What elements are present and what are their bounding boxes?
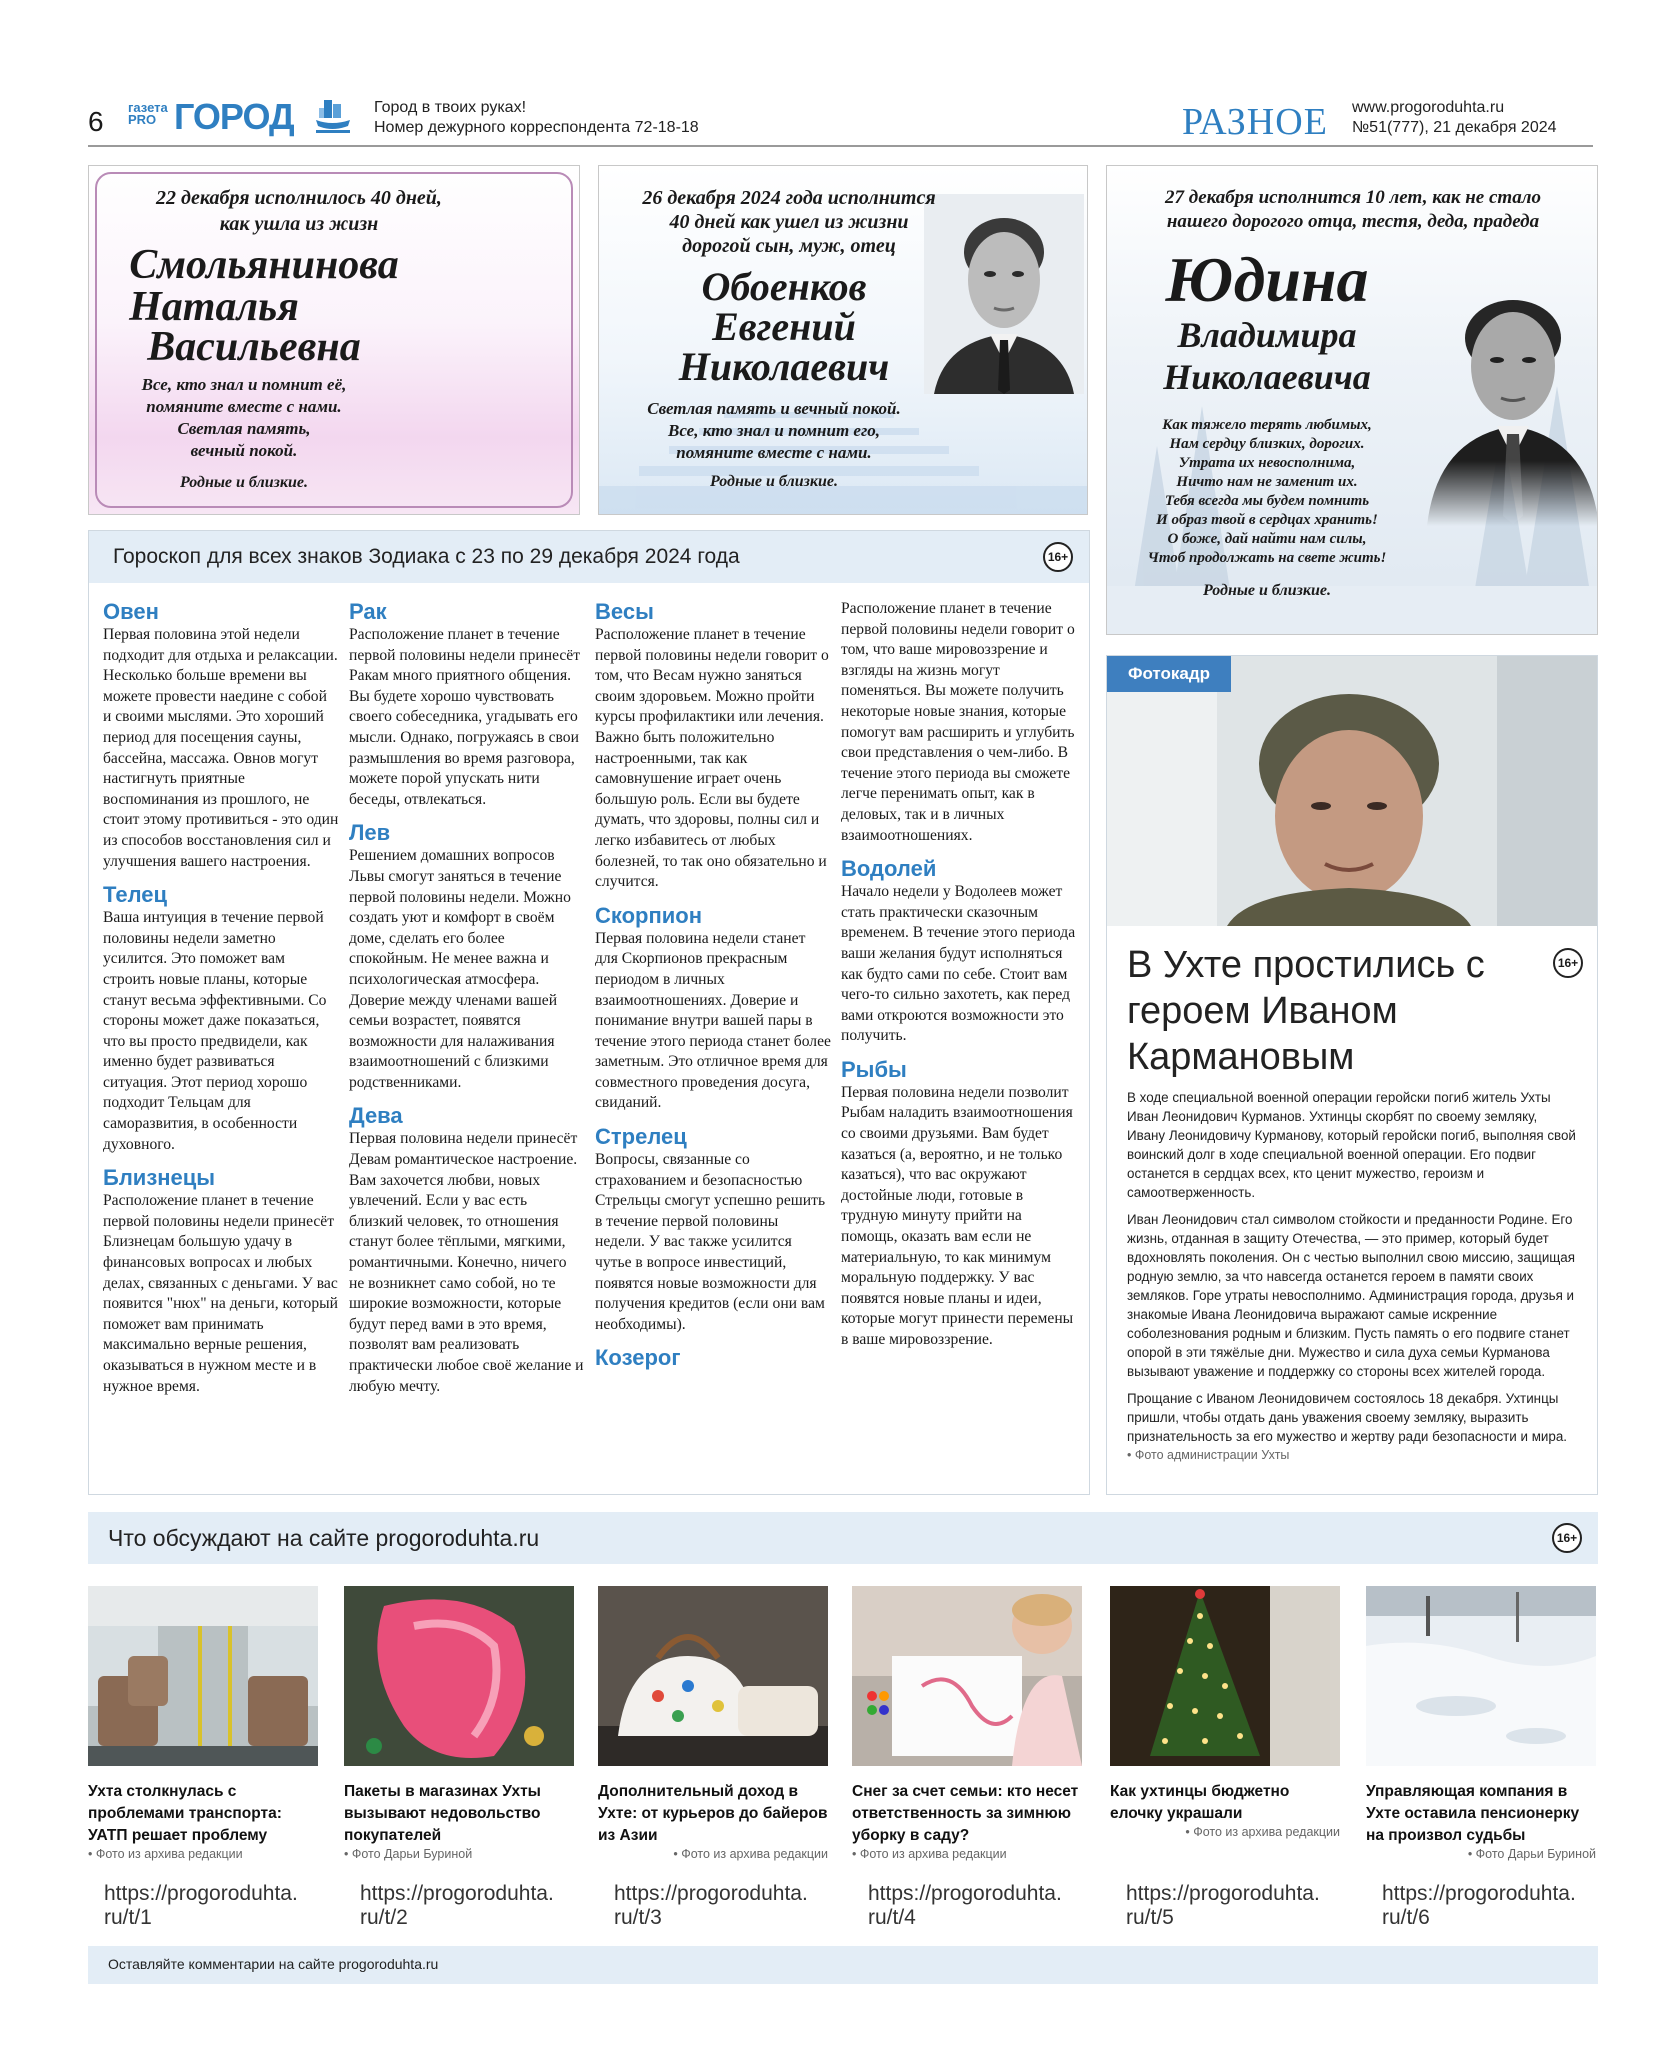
news-link-line[interactable]: https://progoroduhta. — [1382, 1882, 1576, 1905]
age-rating-badge: 16+ — [1553, 948, 1583, 978]
photo-credit: • Фото Дарьи Буриной — [344, 1847, 473, 1861]
photo-credit: • Фото администрации Ухты — [1127, 1448, 1290, 1462]
child-painting-photo — [852, 1586, 1082, 1766]
news-link[interactable] — [614, 1882, 808, 1930]
news-link-line[interactable]: https://progoroduhta. — [360, 1882, 554, 1905]
obit-surname: Обоенков — [701, 264, 867, 309]
news-item[interactable] — [344, 1586, 574, 1929]
sign-aries-text: Первая половина этой недели подходит для отдыха и релаксации. Несколько больше времени вы можете провести наедине с собой и своими мыслями. Это хороший период для посещения сауны, бассейна, массажа. Овнов могут настигнуть приятные воспоминания из прошлого, не стоит этому противиться - это один из способов восстановления сил и улучшения вашего настроения. — [103, 626, 339, 870]
sign-gemini-text: Расположение планет в течение первой половины недели принесёт Близнецам большую удачу в финансовых вопросах и любых делах, связанных с деньгами. У вас появится "нюх" на деньги, который поможет вам принимать максимально верные решения, оказываться в нужном месте и в нужное время. — [103, 1192, 338, 1395]
sign-scorpio: Скорпион — [595, 902, 703, 928]
news-item[interactable] — [1366, 1586, 1596, 1929]
sign-capricorn: Козерог — [595, 1345, 681, 1371]
news-headline[interactable]: Ухта столкнулась с проблемами транспорта: УАТП решает проблему — [88, 1783, 282, 1844]
soldier-portrait-photo — [1107, 656, 1597, 926]
poem-line: Как тяжело терять любимых, — [1162, 417, 1372, 433]
duty-phone: Номер дежурного корреспондента 72-18-18 — [374, 119, 699, 136]
header-slogan — [374, 98, 699, 138]
obit-date-line: как ушла из жизн — [219, 213, 379, 235]
news-link-line[interactable]: ru/t/3 — [614, 1906, 662, 1929]
sign-sagittarius: Стрелец — [595, 1124, 687, 1150]
news-item[interactable] — [598, 1586, 828, 1929]
issue-info — [1352, 98, 1557, 138]
news-headline[interactable]: Снег за счет семьи: кто несет ответственность за зимнюю уборку в саду? — [852, 1783, 1079, 1844]
news-link-line[interactable]: ru/t/2 — [360, 1906, 408, 1929]
obit-message: Все, кто знал и помнит его, — [668, 421, 880, 440]
obit-patronymic: Николаевич — [678, 344, 890, 389]
photo-credit: • Фото из архива редакции — [88, 1847, 243, 1861]
news-link-line[interactable]: https://progoroduhta. — [614, 1882, 808, 1905]
news-link[interactable] — [1382, 1882, 1576, 1930]
christmas-tree-photo — [1110, 1586, 1340, 1766]
sign-aquarius: Водолей — [841, 856, 937, 882]
photo-article — [1106, 655, 1598, 1495]
slogan-line: Город в твоих руках! — [374, 99, 527, 116]
news-link[interactable] — [868, 1882, 1062, 1930]
news-link[interactable] — [360, 1882, 554, 1930]
news-link[interactable] — [1126, 1882, 1320, 1930]
sign-taurus: Телец — [103, 882, 168, 908]
comments-footer — [88, 1946, 1598, 1984]
sign-pisces-text: Первая половина недели позволит Рыбам наладить взаимоотношения со своими друзьями. Вам будет казаться (а, вероятно, и не только казаться), что вас окружают достойные люди, готовые в трудную минуту прийти на помощь, оказать вам если не материальную, то как минимум моральную поддержку. У вас появятся новые планы и идеи, которые могут принести перемены в ваше мировоззрение. — [841, 1083, 1074, 1348]
portrait-man-elder — [1427, 266, 1598, 526]
news-link-line[interactable]: https://progoroduhta. — [104, 1882, 298, 1905]
obit-date-line: 27 декабря исполнится 10 лет, как не стало — [1165, 187, 1541, 208]
header-divider — [88, 145, 1593, 147]
news-link-line[interactable]: ru/t/1 — [104, 1906, 152, 1929]
website-link[interactable]: www.progoroduhta.ru — [1352, 99, 1505, 116]
obit-message: помяните вместе с нами. — [676, 443, 872, 462]
sign-capricorn-text: Расположение планет в течение первой половины недели говорит о том, что ваше мировоззрение и взгляды на жизнь могут поменяться. Вы можете получить некоторые новые знания, которые помогут вам расширить и углубить свои представления о чем-либо. В течение этого периода вы сможете легче перенимать опыт, как в деловых, так и в личных взаимоотношениях. — [841, 600, 1075, 844]
news-link-line[interactable]: ru/t/6 — [1382, 1906, 1430, 1929]
poem-line: О боже, дай найти нам силы, — [1167, 531, 1367, 547]
obit-patronymic: Васильевна — [147, 324, 361, 370]
obit-date-line: нашего дорогого отца, тестя, деда, прадеда — [1166, 211, 1540, 232]
sign-scorpio-text: Первая половина недели станет для Скорпионов прекрасным периодом в личных взаимоотношениях. Доверие и понимание внутри вашей пары в течение этого периода станет более заметным. Это отличное время для совместного проведения досуга, свиданий. — [595, 929, 831, 1112]
obituary-oboenkov — [598, 165, 1088, 515]
site-discussion-title: Что обсуждают на сайте progoroduhta.ru — [108, 1525, 540, 1551]
news-link-line[interactable]: ru/t/4 — [868, 1906, 916, 1929]
obit-first-name: Наталья — [129, 284, 299, 330]
sign-virgo-text: Первая половина недели принесёт Девам романтическое настроение. Вам захочется любви, новых увлечений. Если у вас есть близкий человек, то отношения станут более тёплыми, мягкими, романтичными. Конечно, ничего не возникнет само собой, но те широкие возможности, которые будут перед вами в это время, позволят вам реализовать практически любое своё желание и любую мечту. — [349, 1130, 584, 1395]
horoscope-column — [349, 589, 585, 1397]
obituary-yudin — [1106, 165, 1598, 635]
poem-line: И образ твой в сердцах хранить! — [1156, 512, 1378, 528]
sign-leo-text: Решением домашних вопросов Львы смогут заняться в течение первой половины недели. Можно создать уют и комфорт в своём доме, сделать его более спокойным. Не менее важна и психологическая атмосфера. Доверие между членами вашей семьи возрастет, появятся возможности для налаживания взаимоотношений с близкими родственниками. — [349, 847, 571, 1091]
poem-line: Утрата их невосполнима, — [1178, 455, 1356, 471]
site-discussion-header — [88, 1512, 1598, 1564]
photo-credit: • Фото из архива редакции — [852, 1847, 1007, 1861]
plastic-bag-photo — [344, 1586, 574, 1766]
news-item[interactable] — [852, 1586, 1082, 1929]
age-rating-badge: 16+ — [1552, 1523, 1582, 1553]
obituary-smolyaninova — [88, 165, 580, 515]
obit-date-line: 40 дней как ушел из жизни — [669, 211, 909, 233]
logo-big: ГОРОД — [174, 96, 294, 137]
news-link[interactable] — [104, 1882, 298, 1930]
obit-date-line: 26 декабря 2024 года исполнится — [642, 187, 936, 209]
photo-credit: • Фото из архива редакции — [1185, 1825, 1340, 1839]
obit-date-line: дорогой сын, муж, отец — [682, 235, 896, 257]
obit-poem — [1117, 416, 1417, 568]
article-paragraph: В ходе специальной военной операции геройски погиб житель Ухты Иван Леонидович Курманов. Ухтинцы скорбят по своему земляку, Ивану Леонидовичу Курманову, который геройски погиб, выполняя свой воинский долг в ходе специальной военной операции. Его подвиг останется в сердцах всех, кто ценит мужество, героизм и самоотверженность. — [1127, 1090, 1576, 1200]
poem-line: Тебя всегда мы будем помнить — [1164, 493, 1370, 509]
news-link-line[interactable]: https://progoroduhta. — [1126, 1882, 1320, 1905]
obit-message: Все, кто знал и помнит её, — [141, 375, 347, 394]
photo-credit: • Фото из архива редакции — [673, 1847, 828, 1861]
page-number: 6 — [88, 106, 104, 137]
article-paragraph: Прощание с Иваном Леонидовичем состоялось 18 декабря. Ухтинцы пришли, чтобы отдать дань уважения своему земляку, выразить признательность за его мужество и жертву ради безопасности и мира. — [1127, 1391, 1567, 1444]
article-title: В Ухте простились с героем Иваном Кармановым — [1127, 944, 1485, 1078]
newspaper-logo — [128, 96, 298, 144]
horoscope-column — [841, 589, 1077, 1351]
horoscope-title: Гороскоп для всех знаков Зодиака с 23 по 29 декабря 2024 года — [113, 545, 740, 568]
sign-leo: Лев — [349, 820, 391, 846]
sign-sagittarius-text: Вопросы, связанные со страхованием и безопасностью Стрельцы смогут успешно решить в течение первой половины недели. У вас также усилится чутье в вопросе инвестиций, появятся новые возможности для получения кредитов (если они вам необходимы). — [595, 1151, 826, 1333]
news-headline[interactable]: Дополнительный доход в Ухте: от курьеров до байеров из Азии — [598, 1783, 828, 1844]
photo-credit: • Фото Дарьи Буриной — [1467, 1847, 1596, 1861]
snowy-yard-photo — [1366, 1586, 1596, 1766]
poem-line: Ничто нам не заменит их. — [1176, 474, 1358, 490]
sign-aries: Овен — [103, 599, 159, 624]
obit-first-name: Евгений — [712, 304, 856, 349]
poem-line: Чтоб продолжать на свете жить! — [1147, 550, 1387, 566]
sign-virgo: Дева — [349, 1103, 403, 1129]
sign-gemini: Близнецы — [103, 1165, 216, 1191]
obit-surname: Юдина — [1165, 244, 1369, 315]
obit-message: Светлая память и вечный покой. — [647, 399, 901, 418]
portrait-woman — [369, 261, 569, 511]
news-headline[interactable]: Пакеты в магазинах Ухты вызывают недовольство покупателей — [344, 1783, 541, 1844]
article-paragraph: Иван Леонидович стал символом стойкости и преданности Родине. Его жизнь, отданная в защиту Отечества, — это пример, который будет вдохновлять поколения. Он с честью выполнил свою миссию, защищая родную землю, за что навсегда останется героем в памяти своих земляков. Горе утраты невосполнимо. Администрация города, друзья и знакомые Ивана Леонидовича выражают самые искренние соболезнования родным и близким. Пусть память о его подвиге станет опорой в эти тяжёлые дни. Мужество и сила духа семьи Курманова вызывают уважение и поддержку со стороны всех жителей города. — [1127, 1212, 1576, 1379]
sign-libra-text: Расположение планет в течение первой половины недели говорит о том, что Весам нужно заняться своим здоровьем. Можно пройти курсы профилактики или лечения. Важно быть положительно настроенными, так как самовнушение играет очень большую роль. Если вы будете думать, что здоровы, полны сил и легко избавитесь от любых болезней, то так оно обязательно и случится. — [595, 626, 829, 891]
sign-aquarius-text: Начало недели у Водолеев может стать практически сказочным временем. В течение этого периода ваши желания будут исполняться как будто сами по себе. Стоит вам чего-то сильно захотеть, как перед вами откроются возможности это получить. — [841, 883, 1076, 1045]
sign-libra: Весы — [595, 599, 654, 624]
obit-surname: Смольянинова — [129, 242, 399, 288]
obit-signature: Родные и близкие. — [1203, 582, 1331, 599]
horoscope-section — [88, 530, 1090, 1495]
obit-signature: Родные и близкие. — [180, 474, 308, 491]
obit-date-line: 22 декабря исполнилось 40 дней, — [156, 187, 442, 209]
news-link-line[interactable]: ru/t/5 — [1126, 1906, 1174, 1929]
news-item[interactable] — [88, 1586, 318, 1929]
news-headline[interactable]: Управляющая компания в Ухте оставила пенсионерку на произвол судьбы — [1366, 1783, 1580, 1844]
article-body — [1127, 1088, 1579, 1465]
logo-small: газета PRO — [128, 100, 168, 127]
news-headline[interactable]: Как ухтинцы бюджетно елочку украшали — [1110, 1783, 1290, 1822]
sign-cancer: Рак — [349, 599, 387, 624]
horoscope-column — [595, 589, 831, 1371]
comments-invite[interactable]: Оставляйте комментарии на сайте progoroduhta.ru — [108, 1956, 439, 1972]
news-link-line[interactable]: https://progoroduhta. — [868, 1882, 1062, 1905]
sign-pisces: Рыбы — [841, 1056, 907, 1082]
obit-message: вечный покой. — [190, 441, 298, 460]
horoscope-column — [103, 589, 339, 1397]
obit-patronymic: Николаевича — [1163, 357, 1371, 397]
news-item[interactable] — [1110, 1586, 1340, 1929]
horoscope-header — [89, 531, 1089, 583]
section-title: РАЗНОЕ — [1182, 101, 1328, 143]
obit-signature: Родные и близкие. — [710, 473, 838, 490]
sign-cancer-text: Расположение планет в течение первой половины недели принесёт Ракам много приятного общения. Вы будете хорошо чувствовать своего собеседника, угадывать его мысли. Однако, погружаясь в свои размышления во время разговора, можете порой упускать нити беседы, отвлекаться. — [349, 626, 581, 808]
age-rating-badge: 16+ — [1043, 542, 1073, 572]
sign-taurus-text: Ваша интуиция в течение первой половины недели заметно усилится. Это поможет вам строить новые планы, которые станут весьма эффективными. Со стороны может даже показаться, что вы просто предвидели, как именно будет развиваться ситуация. Этот период хорошо подходит Тельцам для саморазвития, в особенности духовного. — [103, 909, 327, 1153]
handbags-photo — [598, 1586, 828, 1766]
issue-number: №51(777), 21 декабря 2024 — [1352, 119, 1557, 136]
poem-line: Нам сердцу близких, дорогих. — [1169, 436, 1365, 452]
city-hand-icon — [312, 96, 354, 138]
photo-category-tag: Фотокадр — [1107, 656, 1231, 692]
bus-interior-photo — [88, 1586, 318, 1766]
obit-message: помяните вместе с нами. — [146, 397, 342, 416]
obit-message: Светлая память, — [177, 419, 311, 438]
obit-first-name: Владимира — [1177, 315, 1357, 355]
